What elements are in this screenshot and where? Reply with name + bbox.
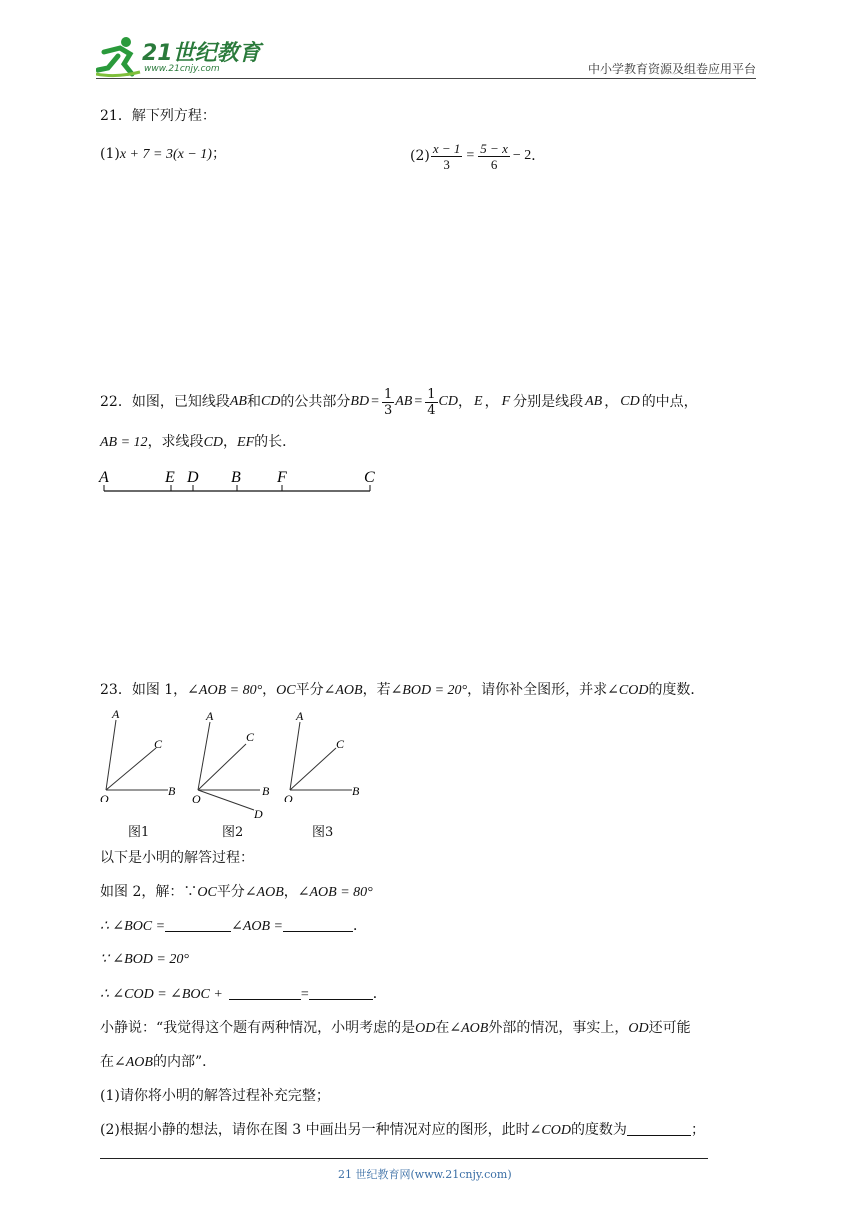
logo-main-text: 21世纪教育 xyxy=(142,41,261,66)
q22-ab2: AB xyxy=(395,394,413,409)
q21-p2-num2: 5 − x xyxy=(480,140,508,156)
q21-p1-label: (1) xyxy=(100,146,120,162)
blank-3[interactable] xyxy=(229,985,301,1000)
q23-sol4-end: ． xyxy=(372,986,387,1002)
q23-sol1-b: 平分 xyxy=(216,884,245,900)
q23-part2-cod: ∠COD xyxy=(529,1123,571,1138)
q22-bd: BD xyxy=(350,394,370,409)
fig3-o: O xyxy=(284,792,293,802)
q23-sol1-c: ， xyxy=(283,884,298,900)
q22-line2 xyxy=(100,432,296,453)
fig-label-2: 图2 xyxy=(222,825,244,840)
fig2-b: B xyxy=(262,784,270,798)
q22-line2-text: ，求线段 xyxy=(147,434,204,450)
q23-figure-1 xyxy=(98,706,188,802)
blank-5[interactable] xyxy=(627,1121,691,1136)
q23-oc: OC xyxy=(276,683,296,698)
q21-p2-den1: 3 xyxy=(443,156,450,172)
blank-2[interactable] xyxy=(283,917,353,932)
q23-aob: ∠AOB xyxy=(323,683,363,698)
footer-text: 21 世纪教育网(www.21cnjy.com) xyxy=(338,1168,512,1181)
q22-f2n: 1 xyxy=(427,386,436,402)
q22-segment-figure xyxy=(96,464,396,504)
fig-label-1: 图1 xyxy=(128,825,150,840)
fig1-a: A xyxy=(112,707,120,721)
q21-p2-frac2 xyxy=(478,141,510,172)
q22-f: F xyxy=(501,394,511,409)
fig2-d: D xyxy=(254,807,263,821)
q23-xj1-c: 外部的情况，事实上， xyxy=(488,1020,629,1036)
q22-resp: 分别是线段 xyxy=(513,394,584,410)
q22-frac2 xyxy=(425,387,437,418)
fig3-a: A xyxy=(296,709,304,723)
label-c: C xyxy=(364,469,375,486)
q23-sol4-eq: = xyxy=(300,987,309,1002)
q23-part2-a: (2)根据小静的想法，请你在图 3 中画出另一种情况对应的图形，此时 xyxy=(100,1122,530,1138)
q23-xj1-a: 小静说：“我觉得这个题有两种情况，小明考虑的是 xyxy=(100,1020,416,1036)
q22-sep2: ， xyxy=(484,394,499,410)
q23-sol1 xyxy=(100,882,373,903)
footer-divider xyxy=(100,1158,708,1159)
header-divider xyxy=(96,78,756,79)
q22-ab3: AB xyxy=(585,394,603,409)
q22-cd3: CD xyxy=(620,394,640,409)
q22-ab: AB xyxy=(229,394,247,409)
q22-mid: 的中点， xyxy=(641,394,698,410)
q23-part2 xyxy=(100,1120,705,1141)
blank-1[interactable] xyxy=(165,917,231,932)
q23-sol2-b: ∠AOB = xyxy=(231,919,283,934)
label-a: A xyxy=(99,469,109,486)
q23-figure-3 xyxy=(282,706,372,802)
fig1-b: B xyxy=(168,784,176,798)
q22-and: 和 xyxy=(246,394,261,410)
q23-text-a: 23．如图 1， xyxy=(100,682,188,698)
q23-part1: (1)请你将小明的解答过程补充完整； xyxy=(100,1088,330,1104)
logo-url-text: www.21cnjy.com xyxy=(144,64,220,74)
q23-xj2-aob: ∠AOB xyxy=(114,1055,153,1070)
q23-aob80: ∠AOB = 80° xyxy=(187,683,263,698)
q23-xj2-b: 的内部”． xyxy=(152,1054,217,1070)
q22-f1d: 3 xyxy=(383,402,393,418)
q23-sol3: ∵ ∠BOD = 20° xyxy=(100,952,189,967)
q22-sep4: ， xyxy=(223,434,238,450)
q23-if: ，若 xyxy=(362,682,391,698)
q22-sep1: ， xyxy=(458,394,472,410)
q23-xj1-od: OD xyxy=(415,1021,436,1036)
q23-xj-line1 xyxy=(100,1018,691,1039)
label-f: F xyxy=(277,469,287,486)
header-right-text: 中小学教育资源及组卷应用平台 xyxy=(587,62,756,76)
fig3-b: B xyxy=(352,784,360,798)
q22-eq1: = xyxy=(371,394,379,409)
q23-sol1-oc: OC xyxy=(197,885,217,900)
q21-p2-tail: − 2 xyxy=(512,148,532,163)
q21-part1 xyxy=(100,144,226,165)
q21-p1-end: ； xyxy=(211,146,226,162)
q23-part2-b: 的度数为 xyxy=(570,1122,627,1138)
q23-bisects: 平分 xyxy=(295,682,324,698)
q23-xj1-d: 还可能 xyxy=(648,1020,691,1036)
fig2-a: A xyxy=(206,709,214,723)
q21-p2-end: ． xyxy=(531,148,546,164)
q21-p2-den2: 6 xyxy=(490,156,498,172)
q21-p2-num1: x − 1 xyxy=(432,140,461,156)
header-logo xyxy=(96,34,266,80)
q23-xj1-aob: ∠AOB xyxy=(449,1021,489,1036)
q23-sol4-a: ∴ ∠COD = ∠BOC + xyxy=(100,987,223,1002)
q23-line1: 23．如图 1，∠AOB = 80°，OC平分∠AOB，若∠BOD = 20°，请你补全图形，并求∠COD的度数． xyxy=(100,682,705,698)
q21-part2: (2) $\frac{x - 1}{3}$ = $\frac{5 - x}{6}$ − 2 ． xyxy=(410,140,546,172)
q22-line2-end: 的长． xyxy=(254,434,297,450)
q23-sol2-end: ． xyxy=(353,918,367,934)
q23-text-c: 的度数． xyxy=(648,682,705,698)
q23-sol1-a: 如图 2，解：∵ xyxy=(100,884,198,900)
q23-xj1-od2: OD xyxy=(628,1021,649,1036)
q23-sol2 xyxy=(100,916,367,937)
q22-cd: CD xyxy=(260,394,281,409)
q23-sol1-aob: ∠AOB xyxy=(244,885,284,900)
label-e: E xyxy=(165,469,175,486)
q22-common: 的公共部分 xyxy=(280,394,351,410)
q22-cd4: CD xyxy=(203,435,224,450)
q22-frac1 xyxy=(382,387,394,418)
q23-xj2-a: 在 xyxy=(100,1054,114,1070)
fig1-o: O xyxy=(100,792,109,802)
q21-p2-frac1 xyxy=(431,141,463,172)
fig3-c: C xyxy=(336,737,345,751)
q22-e: E xyxy=(474,394,483,409)
fig-label-3: 图3 xyxy=(312,825,334,840)
q22-sep3: ， xyxy=(604,394,619,410)
q23-bod20: ∠BOD = 20° xyxy=(390,683,468,698)
q21-p2-label: (2) xyxy=(410,148,430,164)
q22-cd2: CD xyxy=(438,394,458,409)
q23-cod: ∠COD xyxy=(607,683,649,698)
q23-sol4 xyxy=(100,984,387,1005)
q23-xj1-b: 在 xyxy=(435,1020,450,1036)
q23-xj-line2 xyxy=(100,1052,216,1073)
q23-part2-end: ； xyxy=(690,1122,705,1138)
blank-4[interactable] xyxy=(309,985,373,1000)
fig1-c: C xyxy=(154,737,163,751)
q22-eq2: = xyxy=(414,394,423,409)
q22-ab12: AB = 12 xyxy=(100,435,148,450)
q23-sol2-a: ∴ ∠BOC = xyxy=(100,919,166,934)
q23-text-b: ，请你补全图形，并求 xyxy=(467,682,608,698)
label-d: D xyxy=(187,469,199,486)
q22-ef: EF xyxy=(237,435,255,450)
label-b: B xyxy=(231,469,241,486)
q22-text-a: 22．如图，已知线段 xyxy=(100,394,230,410)
q22-line1 xyxy=(100,382,698,422)
q21-title: 21．解下列方程： xyxy=(100,108,216,124)
fig2-o: O xyxy=(192,792,201,806)
runner-logo-icon xyxy=(96,34,142,80)
q21-p1-expr: x + 7 = 3(x − 1) xyxy=(119,147,212,162)
q23-sol1-aob80: ∠AOB = 80° xyxy=(297,885,373,900)
q23-figure-2 xyxy=(190,706,280,822)
q22-f1n: 1 xyxy=(383,386,393,402)
q23-intro: 以下是小明的解答过程： xyxy=(100,850,254,866)
q22-f2d: 4 xyxy=(427,402,436,418)
fig2-c: C xyxy=(246,730,255,744)
